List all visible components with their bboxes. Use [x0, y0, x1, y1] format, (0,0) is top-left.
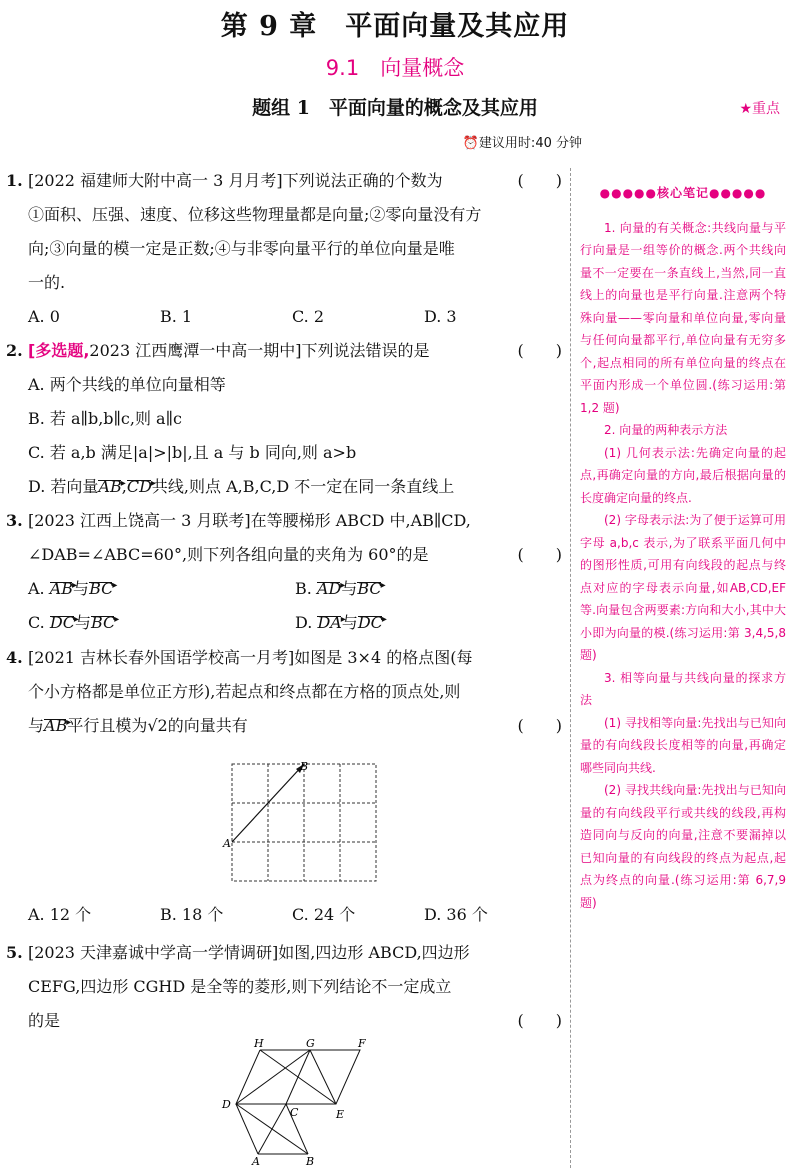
answer-paren[interactable]: ( ) [517, 1011, 562, 1030]
point-b-label: B [306, 1155, 315, 1166]
option-d[interactable] [295, 606, 562, 640]
option-b[interactable]: B. 18 个 [160, 905, 224, 924]
option-d[interactable] [6, 470, 562, 504]
option-a[interactable]: A. 两个共线的单位向量相等 [28, 375, 226, 394]
point-g-label: G [306, 1038, 315, 1050]
question-text: CEFG,四边形 CGHD 是全等的菱形,则下列结论不一定成立 [28, 977, 452, 996]
vector-dc: DC ▸ [358, 613, 383, 632]
option-text: D. 若向量 [28, 477, 99, 496]
point-c-label: C [290, 1106, 299, 1119]
option-letter: A. [28, 579, 45, 598]
core-notes-title: ●●●●●核心笔记●●●●● [599, 186, 767, 200]
question-text: 平行且模为√2的向量共有 [67, 716, 248, 735]
vector-cd: CD ▸ [127, 477, 152, 496]
section-title: 9.1 向量概念 [325, 56, 465, 80]
question-1 [6, 164, 562, 334]
rhombus-figure [214, 1038, 380, 1166]
question-text: [2023 天津嘉诚中学高一学情调研]如图,四边形 ABCD,四边形 [28, 943, 470, 962]
question-text: ①面积、压强、速度、位移这些物理量都是向量;②零向量没有方 [28, 205, 482, 224]
option-conj: 与 [73, 579, 90, 598]
point-e-label: E [336, 1108, 345, 1121]
multi-select-tag: [多选题, [28, 341, 90, 360]
vector-bc: BC ▸ [357, 579, 381, 598]
option-conj: 与 [74, 613, 91, 632]
question-text: 一的. [28, 273, 66, 292]
answer-paren[interactable]: ( ) [517, 545, 562, 564]
option-c[interactable]: C. 2 [292, 307, 325, 326]
answer-paren[interactable]: ( ) [517, 716, 562, 735]
question-text: ∠DAB=∠ABC=60°,则下列各组向量的夹角为 60°的是 [28, 545, 429, 564]
question-number: 2. [6, 341, 23, 360]
chapter-title: 第 9 章 平面向量及其应用 [220, 11, 570, 42]
option-a[interactable]: A. 12 个 [28, 905, 92, 924]
question-number: 4. [6, 648, 23, 667]
question-text: 向;③向量的模一定是正数;④与非零向量平行的单位向量是唯 [28, 239, 455, 258]
option-letter: D. [295, 613, 313, 632]
point-a-label: A [252, 1155, 260, 1166]
vector-bc: BC ▸ [89, 579, 113, 598]
option-letter: C. [28, 613, 45, 632]
question-text: 的是 [28, 1011, 61, 1030]
question-text: 2023 江西鹰潭一中高一期中]下列说法错误的是 [89, 341, 430, 360]
note-paragraph: (1) 寻找相等向量:先找出与已知向量的有向线段长度相等的向量,再确定哪些同向共线. [580, 715, 786, 775]
option-conj: 与 [341, 613, 358, 632]
time-hint: ⏰建议用时:40 分钟 [462, 136, 582, 151]
question-number: 5. [6, 943, 23, 962]
grid-figure [222, 758, 382, 886]
question-number: 3. [6, 511, 23, 530]
question-5 [6, 936, 562, 1038]
column-divider [570, 168, 571, 1168]
point-f-label: F [358, 1038, 366, 1050]
option-a[interactable]: A. 0 [28, 307, 60, 326]
point-h-label: H [254, 1038, 264, 1050]
point-b-label: B [300, 760, 309, 773]
question-number: 1. [6, 171, 23, 190]
option-a[interactable] [28, 572, 295, 606]
question-text: [2022 福建师大附中高一 3 月月考]下列说法正确的个数为 [28, 171, 443, 190]
question-4-options [6, 898, 562, 932]
option-conj: 与 [341, 579, 358, 598]
question-text: [2023 江西上饶高一 3 月联考]在等腰梯形 ABCD 中,AB∥CD, [28, 511, 471, 530]
vector-da: DA ▸ [317, 613, 341, 632]
vector-ad: AD ▸ [317, 579, 341, 598]
question-3 [6, 504, 562, 640]
option-b[interactable] [295, 572, 562, 606]
answer-paren[interactable]: ( ) [517, 171, 562, 190]
vector-ab: AB ▸ [50, 579, 73, 598]
option-letter: B. [295, 579, 312, 598]
vector-bc: BC ▸ [91, 613, 115, 632]
option-d[interactable]: D. 3 [424, 307, 457, 326]
question-text: 个小方格都是单位正方形),若起点和终点都在方格的顶点处,则 [28, 682, 461, 701]
note-paragraph: 1. 向量的有关概念:共线向量与平行向量是一组等价的概念.两个共线向量不一定要在一条直线上,当然,同一直线上的向量也是平行向量.注意两个特殊向量——零向量和单位向量,零向量与任何向量都平行,单位向量有无穷多个,起点相同的所有单位向量的终点在平面内形成一个单位圆.(练习运用:第 1,2 题) [580, 220, 786, 415]
core-notes-panel [580, 182, 786, 914]
question-2 [6, 334, 562, 504]
option-b[interactable]: B. 若 a∥b,b∥c,则 a∥c [28, 409, 182, 428]
note-paragraph: 2. 向量的两种表示方法 [604, 423, 728, 437]
star-badge: ★重点 [739, 101, 780, 117]
note-paragraph: (2) 寻找共线向量:先找出与已知向量的有向线段平行或共线的线段,再构造同向与反向的向量,注意不要漏掉以已知向量的有向线段的终点为起点,起点为终点的向量.(练习运用:第 6,7,9 题) [580, 783, 786, 910]
option-b[interactable]: B. 1 [160, 307, 193, 326]
note-paragraph: (2) 字母表示法:为了便于运算可用字母 a,b,c 表示,为了联系平面几何中的图形性质,可用有向线段的起点与终点对应的字母表示向量,如AB,CD,EF等.向量包含两要素:方向和大小,其中大小即为向量的模.(练习运用:第 3,4,5,8 题) [580, 513, 786, 662]
option-c[interactable]: C. 24 个 [292, 905, 356, 924]
option-text: 共线,则点 A,B,C,D 不一定在同一条直线上 [151, 477, 455, 496]
note-paragraph: 3. 相等向量与共线向量的探求方法 [580, 670, 786, 707]
note-paragraph: (1) 几何表示法:先确定向量的起点,再确定向量的方向,最后根据向量的长度确定向量的终点. [580, 445, 786, 505]
vector-ab: AB ▸ [98, 477, 121, 496]
answer-paren[interactable]: ( ) [517, 341, 562, 360]
question-4 [6, 641, 562, 743]
group-title: 题组 1 平面向量的概念及其应用 [252, 97, 538, 119]
option-c[interactable]: C. 若 a,b 满足|a|>|b|,且 a 与 b 同向,则 a>b [28, 443, 357, 462]
option-text: , [121, 477, 127, 496]
point-a-label: A [223, 837, 231, 850]
vector-dc: DC ▸ [50, 613, 75, 632]
point-d-label: D [222, 1098, 231, 1111]
vector-ab: AB ▸ [44, 716, 67, 735]
question-text: [2021 吉林长春外国语学校高一月考]如图是 3×4 的格点图(每 [28, 648, 473, 667]
option-c[interactable] [28, 606, 295, 640]
question-text: 与 [28, 716, 45, 735]
option-d[interactable]: D. 36 个 [424, 905, 488, 924]
